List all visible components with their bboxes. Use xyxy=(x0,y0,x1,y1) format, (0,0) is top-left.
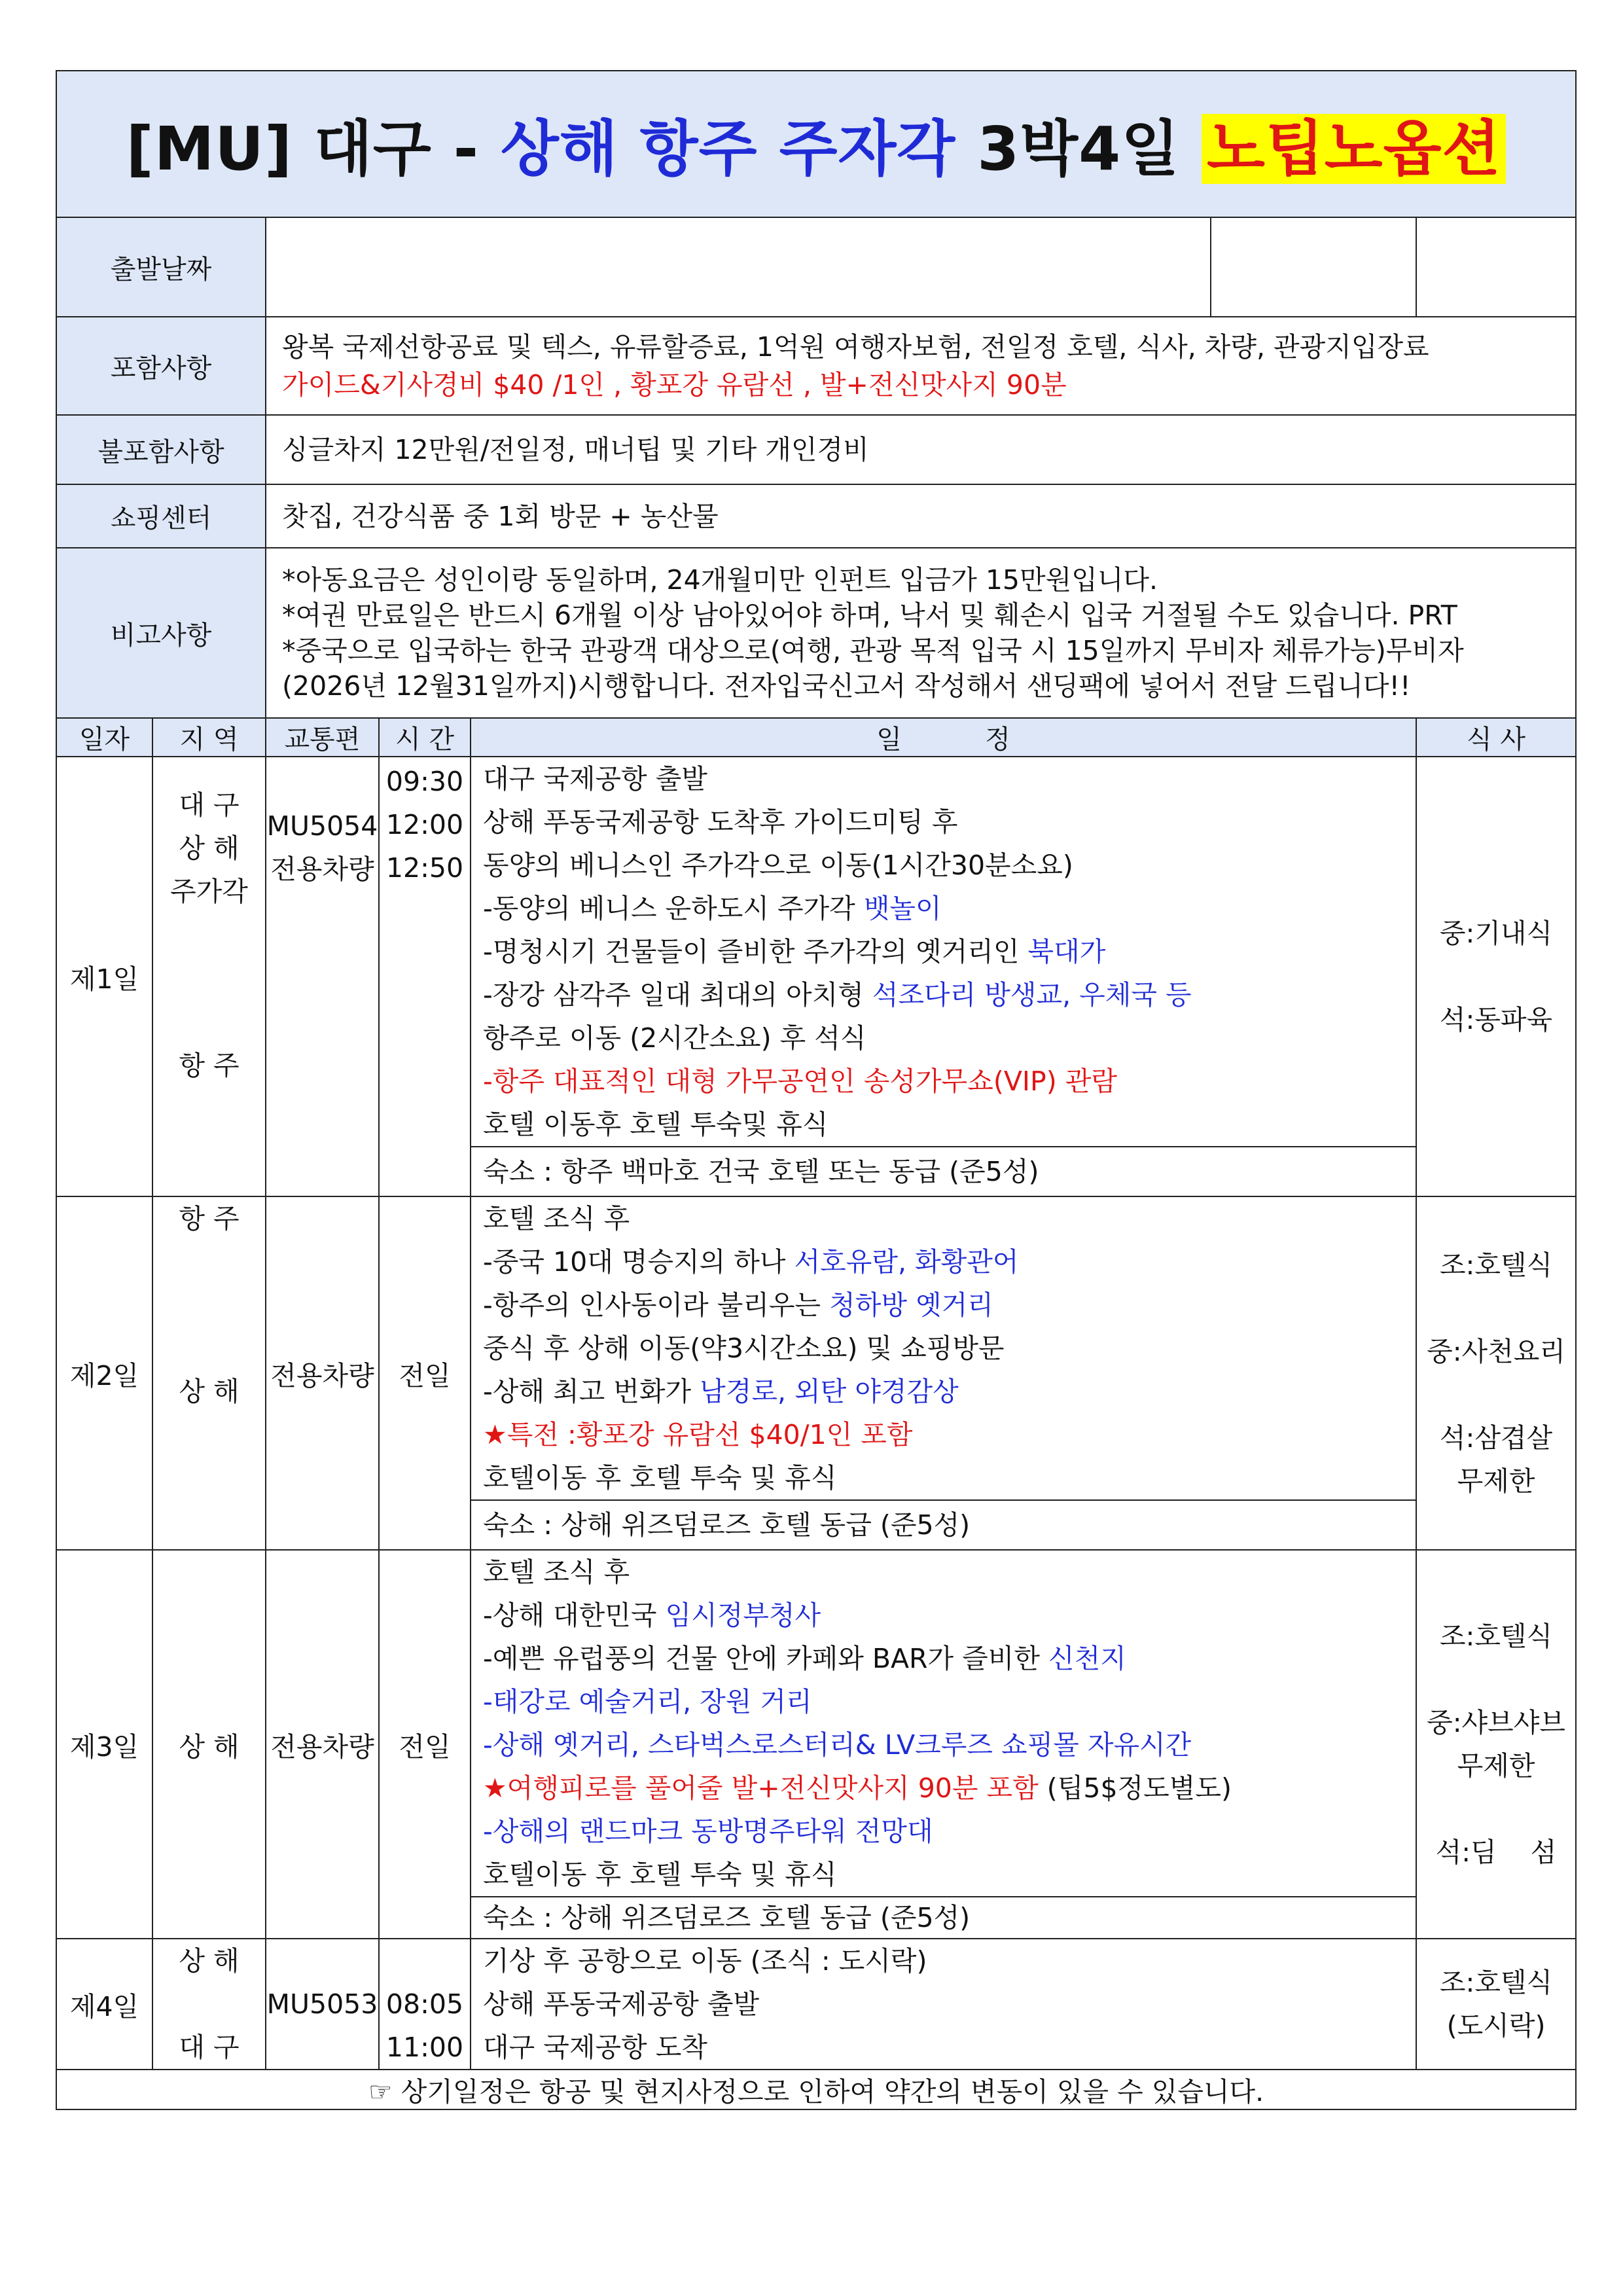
schedule-line: -장강 삼각주 일대 최대의 아치형 석조다리 방생교, 우체국 등 xyxy=(483,979,1192,1011)
schedule-line: 상해 푸동국제공항 도착후 가이드미팅 후 xyxy=(483,806,958,838)
footer-note: ☞ 상기일정은 항공 및 현지사정으로 인하여 약간의 변동이 있을 수 있습니다. xyxy=(56,2070,1576,2109)
meal-cell xyxy=(1416,1196,1576,1550)
day-label: 제3일 xyxy=(56,1550,152,1939)
meal-cell xyxy=(1416,1550,1576,1939)
schedule-line: -항주 대표적인 대형 가무공연인 송성가무쇼(VIP) 관람 xyxy=(483,1066,1117,1097)
header-region: 지 역 xyxy=(152,718,266,757)
day-row-4 xyxy=(56,1939,1576,2070)
remark-line: *아동요금은 성인이랑 동일하며, 24개월미만 인펀트 입금가 15만원입니다. xyxy=(282,564,1158,596)
schedule-line: -태강로 예술거리, 장원 거리 xyxy=(483,1686,812,1717)
schedule-cell xyxy=(471,1550,1416,1939)
departure-value-cell xyxy=(266,217,1416,317)
title-duration: 3박4일 xyxy=(955,114,1202,184)
schedule-line: 호텔 조식 후 xyxy=(483,1203,630,1234)
time-value: 09:30 xyxy=(385,766,464,797)
remark-line: (2026년 12월31일까지)시행합니다. 전자입국신고서 작성해서 샌딩팩에 넣어서 전달 드립니다!! xyxy=(282,670,1411,702)
excluded-label: 불포함사항 xyxy=(56,415,266,484)
meal-item: 무제한 xyxy=(1457,1750,1535,1782)
schedule-line: -항주의 인사동이라 불리우는 청하방 옛거리 xyxy=(483,1289,993,1321)
meal-item: 중:샤브샤브 xyxy=(1427,1707,1565,1738)
included-label: 포함사항 xyxy=(56,317,266,415)
flight-number: MU5054 xyxy=(266,810,378,842)
schedule-line: 동양의 베니스인 주가각으로 이동(1시간30분소요) xyxy=(483,850,1073,881)
schedule-line: 호텔 이동후 호텔 투숙및 휴식 xyxy=(483,1109,829,1140)
meal-item: 석:삼겹살 xyxy=(1439,1422,1553,1454)
meal-item: 조:호텔식 xyxy=(1439,1621,1553,1652)
schedule-line: -상해의 랜드마크 동방명주타워 전망대 xyxy=(483,1816,933,1847)
time-cell xyxy=(379,1939,471,2070)
title-badge: 노팁노옵션 xyxy=(1202,114,1506,184)
itinerary-table xyxy=(56,70,1577,2110)
schedule-cell xyxy=(471,1939,1416,2070)
time-value: 08:05 xyxy=(385,1988,464,2020)
schedule-line: 항주로 이동 (2시간소요) 후 석식 xyxy=(483,1022,866,1054)
schedule-line: 호텔이동 후 호텔 투숙 및 휴식 xyxy=(483,1462,837,1494)
included-line-1: 왕복 국제선항공료 및 텍스, 유류할증료, 1억원 여행자보험, 전일정 호텔, 식사, 차량, 관광지입장료 xyxy=(282,331,1429,363)
excluded-text: 싱글차지 12만원/전일정, 매너팁 및 기타 개인경비 xyxy=(266,415,1576,484)
transport-type: 전용차량 xyxy=(270,853,374,885)
region-name: 주가각 xyxy=(170,876,248,907)
meal-item: 중:기내식 xyxy=(1439,918,1553,949)
schedule-line: -동양의 베니스 운하도시 주가각 뱃놀이 xyxy=(483,893,942,924)
schedule-line: -상해 대한민국 임시정부청사 xyxy=(483,1600,821,1631)
day-row-3 xyxy=(56,1550,1576,1939)
schedule-cell xyxy=(471,757,1416,1196)
schedule-line: 호텔 조식 후 xyxy=(483,1556,630,1588)
schedule-line: 호텔이동 후 호텔 투숙 및 휴식 xyxy=(483,1859,837,1890)
hotel-line: 숙소 : 항주 백마호 건국 호텔 또는 동급 (준5성) xyxy=(471,1146,1416,1196)
day-label: 제4일 xyxy=(56,1939,152,2070)
region-name: 대 구 xyxy=(179,789,240,821)
meal-cell xyxy=(1416,1939,1576,2070)
schedule-line: -예쁜 유럽풍의 건물 안에 카페와 BAR가 즐비한 신천지 xyxy=(483,1643,1126,1674)
remark-line: *여권 만료일은 반드시 6개월 이상 남아있어야 하며, 낙서 및 훼손시 입국 거절될 수도 있습니다. PRT xyxy=(282,600,1457,631)
meal-cell xyxy=(1416,757,1576,1196)
region-cell xyxy=(152,757,266,1196)
time-cell: 전일 xyxy=(379,1196,471,1550)
schedule-line: -중국 10대 명승지의 하나 서호유람, 화황관어 xyxy=(483,1246,1019,1278)
header-transport: 교통편 xyxy=(266,718,379,757)
remarks-text xyxy=(266,548,1576,718)
region-cell xyxy=(152,1939,266,2070)
day-label: 제2일 xyxy=(56,1196,152,1550)
included-text xyxy=(266,317,1576,415)
schedule-line: -명청시기 건물들이 즐비한 주가각의 옛거리인 북대가 xyxy=(483,936,1106,967)
region-name: 상 해 xyxy=(179,1376,240,1407)
schedule-line: ★특전 :황포강 유람선 $40/1인 포함 xyxy=(483,1419,913,1450)
transport-cell: MU5053 xyxy=(266,1939,379,2070)
remarks-label: 비고사항 xyxy=(56,548,266,718)
header-time: 시 간 xyxy=(379,718,471,757)
region-name: 항 주 xyxy=(179,1203,240,1234)
time-value: 12:00 xyxy=(385,809,464,840)
region-name: 상 해 xyxy=(179,1945,240,1977)
time-cell: 전일 xyxy=(379,1550,471,1939)
departure-label: 출발날짜 xyxy=(56,217,266,317)
day-row-2 xyxy=(56,1196,1576,1550)
day-row-1 xyxy=(56,757,1576,1196)
remark-line: *중국으로 입국하는 한국 관광객 대상으로(여행, 관광 목적 입국 시 15일까지 무비자 체류가능)무비자 xyxy=(282,635,1464,666)
time-cell xyxy=(379,757,471,1196)
meal-item: 석:동파육 xyxy=(1439,1004,1553,1035)
page-title xyxy=(56,71,1576,217)
header-schedule: 일 정 xyxy=(471,718,1416,757)
hotel-line: 숙소 : 상해 위즈덤로즈 호텔 동급 (준5성) xyxy=(471,1896,1416,1938)
departure-extra-box-end xyxy=(1416,217,1576,317)
transport-cell: 전용차량 xyxy=(266,1550,379,1939)
meal-item: 조:호텔식 xyxy=(1439,1967,1553,1998)
day-label: 제1일 xyxy=(56,757,152,1196)
meal-item: 조:호텔식 xyxy=(1439,1249,1553,1281)
header-day: 일자 xyxy=(56,718,152,757)
shopping-label: 쇼핑센터 xyxy=(56,484,266,548)
transport-cell xyxy=(266,757,379,1196)
region-name: 상 해 xyxy=(179,833,240,864)
meal-item: 중:사천요리 xyxy=(1427,1336,1565,1367)
schedule-line: -상해 최고 번화가 남경로, 외탄 야경감상 xyxy=(483,1376,959,1407)
time-value: 11:00 xyxy=(385,2032,464,2063)
meal-item: 석:딤 섬 xyxy=(1435,1837,1557,1868)
schedule-line: -상해 옛거리, 스타벅스로스터리& LV크루즈 쇼핑몰 자유시간 xyxy=(483,1729,1192,1761)
title-destinations: 상해 항주 주자각 xyxy=(501,114,956,184)
meal-item: (도시락) xyxy=(1446,2010,1546,2041)
schedule-line: 대구 국제공항 출발 xyxy=(483,763,707,795)
time-value: 12:50 xyxy=(385,852,464,884)
hotel-line: 숙소 : 상해 위즈덤로즈 호텔 동급 (준5성) xyxy=(471,1499,1416,1549)
itinerary-document xyxy=(56,70,1575,2110)
region-cell: 상 해 xyxy=(152,1550,266,1939)
region-name: 항 주 xyxy=(179,1050,240,1081)
shopping-text: 찻집, 건강식품 중 1회 방문 + 농산물 xyxy=(266,484,1576,548)
region-cell xyxy=(152,1196,266,1550)
schedule-line: 상해 푸동국제공항 출발 xyxy=(483,1988,760,2020)
schedule-line: 중식 후 상해 이동(약3시간소요) 및 쇼핑방문 xyxy=(483,1333,1005,1364)
schedule-line: ★여행피로를 풀어줄 발+전신맛사지 90분 포함 (팁5$정도별도) xyxy=(483,1772,1232,1804)
region-name: 대 구 xyxy=(179,2032,240,2063)
schedule-line: 기상 후 공항으로 이동 (조식 : 도시락) xyxy=(483,1945,927,1977)
schedule-cell xyxy=(471,1196,1416,1550)
header-meal: 식 사 xyxy=(1416,718,1576,757)
transport-cell: 전용차량 xyxy=(266,1196,379,1550)
departure-extra-box xyxy=(1211,218,1416,316)
schedule-line: 대구 국제공항 도착 xyxy=(483,2032,707,2063)
included-line-2: 가이드&기사경비 $40 /1인 , 황포강 유람선 , 발+전신맛사지 90분 xyxy=(282,369,1067,401)
title-route: [MU] 대구 - xyxy=(126,114,501,184)
departure-date-box xyxy=(266,218,1211,316)
meal-item: 무제한 xyxy=(1457,1465,1535,1497)
